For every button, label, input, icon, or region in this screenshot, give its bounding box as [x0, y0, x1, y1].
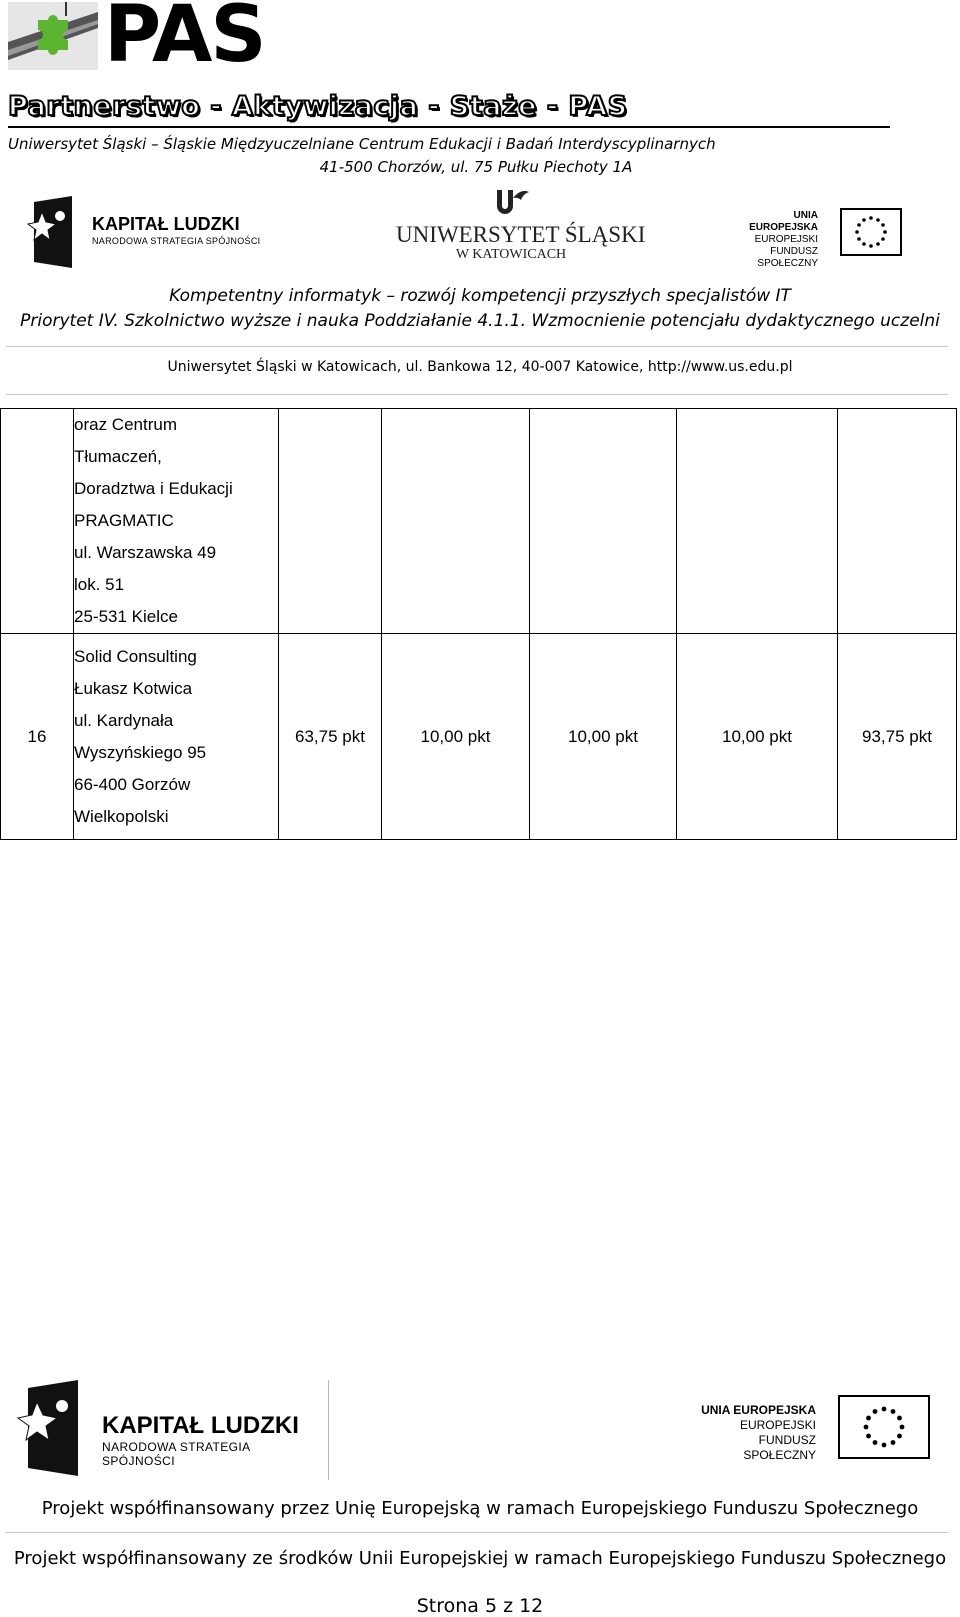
table-row — [1, 634, 957, 840]
company-line: Wielkopolski — [74, 806, 169, 826]
footer-kapital-ludzki-logo — [16, 1380, 326, 1480]
kapital-ludzki-emblem-icon — [16, 1380, 82, 1476]
university-city: W KATOWICACH — [455, 247, 567, 262]
cell-company — [74, 409, 279, 634]
footer-logo-separator — [328, 1380, 329, 1480]
company-line: Solid Consulting — [74, 646, 197, 666]
project-name-title: Partnerstwo - Aktywizacja - Staże - PAS — [8, 91, 628, 122]
company-line: PRAGMATIC — [74, 511, 174, 530]
eu-name: UNIA EUROPEJSKA — [749, 210, 818, 233]
header-divider-top — [6, 346, 948, 347]
footer-eu-efs-logo — [696, 1395, 936, 1461]
company-line: 66-400 Gorzów — [74, 774, 191, 794]
page-number: Strona 5 z 12 — [416, 1595, 544, 1617]
eu-fund-line1: EUROPEJSKI — [754, 234, 818, 245]
company-line: Tłumaczeń, — [74, 447, 162, 466]
company-line: Wyszyńskiego 95 — [74, 742, 207, 762]
company-line: oraz Centrum — [74, 415, 177, 434]
footer-kapital-ludzki-title: KAPITAŁ LUDZKI — [102, 1412, 299, 1439]
university-name: UNIWERSYTET ŚLĄSKI — [396, 222, 646, 247]
uniwersytet-slaski-logo — [396, 188, 646, 262]
company-line: ul. Kardynała — [74, 710, 174, 730]
eu-efs-logo — [730, 208, 930, 269]
company-line: 25-531 Kielce — [74, 607, 178, 626]
cofinancing-note-2: Projekt współfinansowany ze środków Unii Europejskiej w ramach Europejskiego Funduszu Społecznego — [13, 1548, 947, 1569]
cell-score-4 — [677, 409, 838, 634]
header-divider-bottom — [6, 394, 948, 395]
university-address: Uniwersytet Śląski w Katowicach, ul. Bankowa 12, 40-007 Katowice, http://www.us.edu.pl — [167, 359, 793, 375]
cell-total — [838, 409, 957, 634]
cell-score-2: 10,00 pkt — [382, 634, 530, 840]
kapital-ludzki-title: KAPITAŁ LUDZKI — [92, 214, 240, 234]
cell-score-1: 63,75 pkt — [279, 634, 382, 840]
cell-score-2 — [382, 409, 530, 634]
footer-eu-fund-line2: FUNDUSZ SPOŁECZNY — [743, 1433, 816, 1462]
kapital-ludzki-subtitle: NARODOWA STRATEGIA SPÓJNOŚCI — [92, 236, 261, 246]
pas-logo-word: PAS — [104, 0, 265, 80]
eu-flag-icon — [840, 208, 902, 256]
cell-company — [74, 634, 279, 840]
institution-address: 41-500 Chorzów, ul. 75 Pułku Piechoty 1A — [319, 158, 633, 176]
table-row — [1, 409, 957, 634]
cofinancing-note-1: Projekt współfinansowany przez Unię Europejską w ramach Europejskiego Funduszu Społecznego — [41, 1498, 919, 1519]
eu-flag-icon — [838, 1395, 930, 1459]
cell-lp — [1, 409, 74, 634]
cell-score-1 — [279, 409, 382, 634]
kapital-ludzki-logo — [26, 196, 276, 274]
company-line: lok. 51 — [74, 575, 125, 594]
footer-divider — [6, 1532, 948, 1533]
cell-score-3 — [530, 409, 677, 634]
company-line: Doradztwa i Edukacji — [74, 479, 233, 498]
priority-line: Priorytet IV. Szkolnictwo wyższe i nauka Poddziałanie 4.1.1. Wzmocnienie potencjału dydaktycznego uczelni — [20, 311, 940, 331]
footer-eu-fund-line1: EUROPEJSKI — [739, 1418, 816, 1432]
footer-eu-name: UNIA EUROPEJSKA — [701, 1403, 816, 1417]
cell-total: 93,75 pkt — [838, 634, 957, 840]
project-title: Kompetentny informatyk – rozwój kompetencji przyszłych specjalistów IT — [169, 286, 791, 306]
eu-fund-line2: FUNDUSZ SPOŁECZNY — [757, 246, 818, 269]
company-line: Łukasz Kotwica — [74, 678, 193, 698]
cell-score-3: 10,00 pkt — [530, 634, 677, 840]
footer-kapital-ludzki-subtitle: NARODOWA STRATEGIA SPÓJNOŚCI — [102, 1440, 250, 1468]
results-table — [0, 408, 957, 840]
pas-puzzle-logo — [8, 2, 98, 70]
title-underline — [8, 126, 890, 128]
university-emblem-icon — [491, 188, 531, 218]
cell-score-4: 10,00 pkt — [677, 634, 838, 840]
cell-lp: 16 — [1, 634, 74, 840]
kapital-ludzki-emblem-icon — [26, 196, 76, 268]
institution-line: Uniwersytet Śląski – Śląskie Międzyuczelniane Centrum Edukacji i Badań Interdyscyplinarnych — [8, 135, 716, 153]
company-line: ul. Warszawska 49 — [74, 543, 217, 562]
